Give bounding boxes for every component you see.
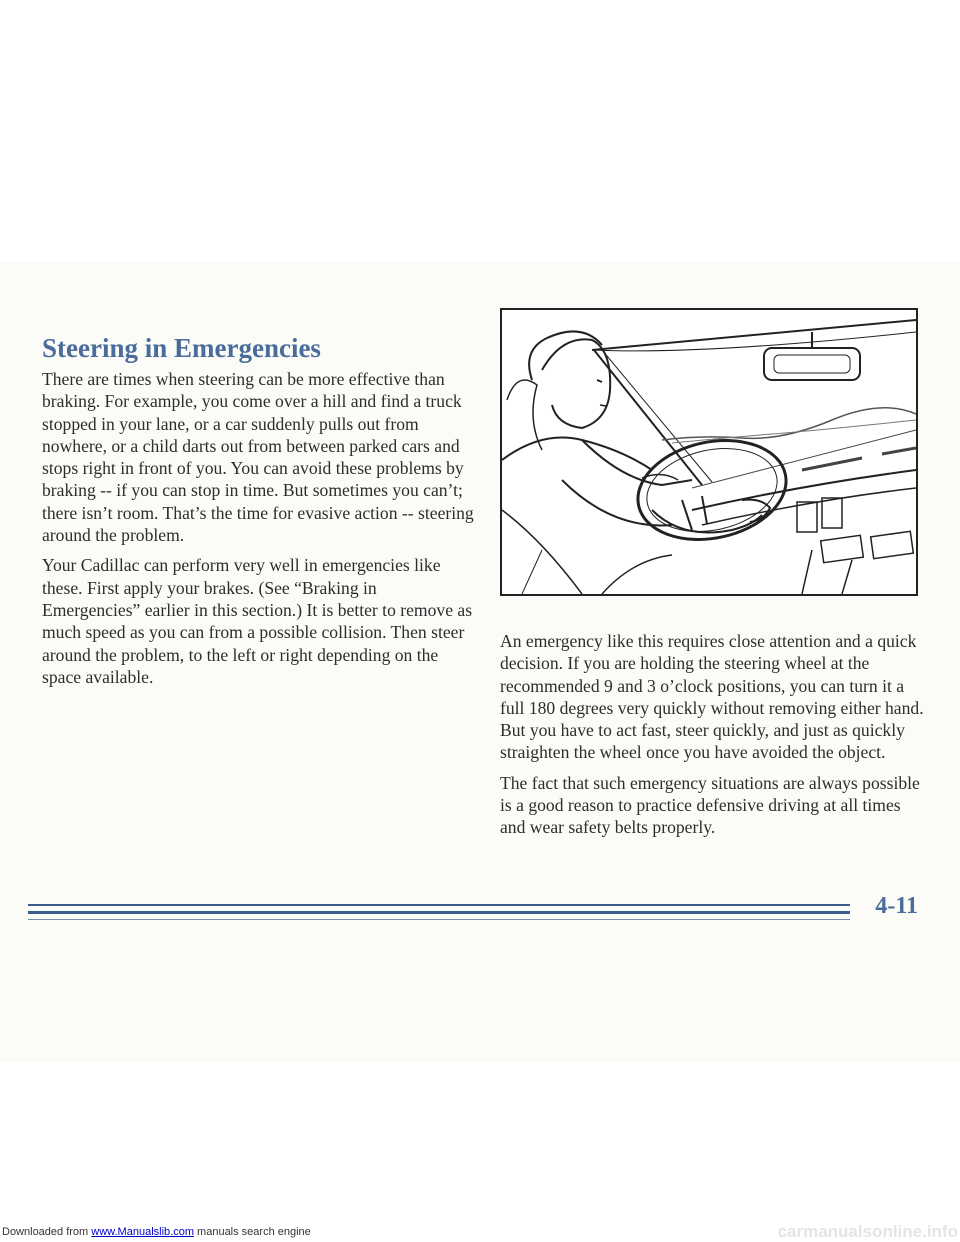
manualslib-link[interactable]: www.Manualslib.com [91, 1226, 194, 1238]
left-column [42, 368, 474, 696]
right-column [500, 630, 924, 847]
page-number: 4-11 [875, 893, 918, 919]
footer-rule-top [28, 904, 850, 906]
right-paragraph-1: An emergency like this requires close attention and a quick decision. If you are holding the steering wheel at the recommended 9 and 3 o’clock positions, you can turn it a full 180 degrees very quickly without removing either hand. But you have to act fast, steer quickly, and just as quickly straighten the wheel once you have avoided the object. [500, 631, 924, 763]
driver-steering-illustration [500, 308, 918, 596]
footer-suffix: manuals search engine [197, 1226, 311, 1238]
mirror-shape [764, 348, 860, 380]
footer-rule-bottom [28, 919, 850, 920]
site-watermark: carmanualsonline.info [777, 1222, 958, 1241]
left-paragraph-2: Your Cadillac can perform very well in emergencies like these. First apply your brakes. (See “Braking in Emergencies” earlier in this section.) It is better to remove as much speed as you can from a possible collision. Then steer around the problem, to the left or right depending on the space available. [42, 555, 473, 687]
section-heading: Steering in Emergencies [42, 333, 321, 363]
download-footer [0, 1222, 960, 1242]
footer-prefix: Downloaded from [2, 1226, 89, 1238]
steering-wheel-shape [629, 427, 796, 552]
left-paragraph-1: There are times when steering can be more effective than braking. For example, you come over a hill and find a truck stopped in your lane, or a car suddenly pulls out from nowhere, or a child darts out from between parked cars and stops right in front of you. You can avoid these problems by braking -- if you can stop in time. But sometimes you can’t; there isn’t room. That’s the time for evasive action -- steering around the problem. [42, 369, 474, 546]
driver-head-shape [542, 339, 610, 428]
illustration-drawing [502, 310, 916, 594]
footer-source [2, 1226, 311, 1238]
right-paragraph-2: The fact that such emergency situations are always possible is a good reason to practice defensive driving at all times and wear safety belts properly. [500, 772, 920, 838]
footer-rule-middle [28, 911, 850, 914]
